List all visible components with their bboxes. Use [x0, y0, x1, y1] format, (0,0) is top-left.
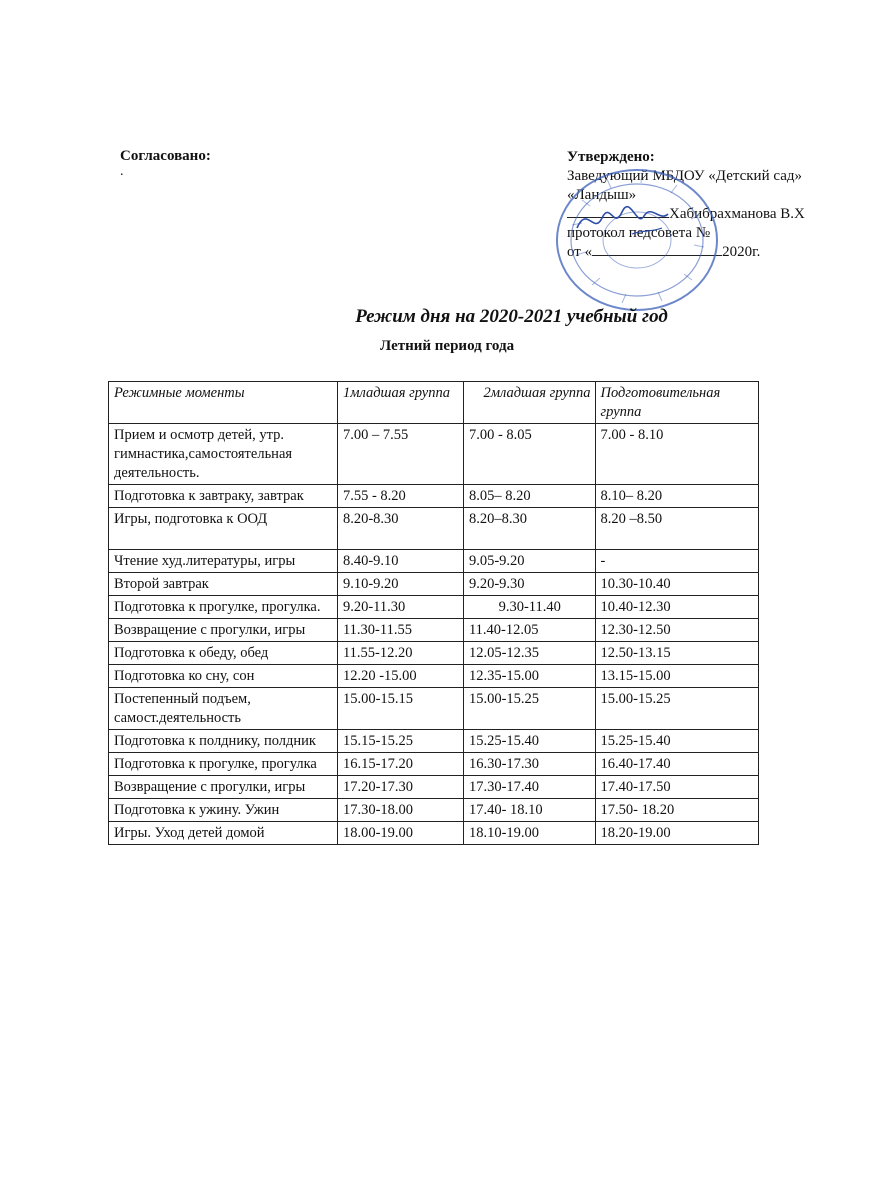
- table-row: [109, 485, 759, 508]
- table-header-row: [109, 382, 759, 424]
- table-row: [109, 753, 759, 776]
- page-title: Режим дня на 2020-2021 учебный год: [355, 306, 668, 327]
- row-time-group-prep: 18.20-19.00: [595, 822, 758, 845]
- row-time-group-2: 12.35-15.00: [463, 665, 595, 688]
- row-activity: Подготовка к завтраку, завтрак: [109, 485, 338, 508]
- row-time-group-2: 8.20–8.30: [463, 508, 595, 550]
- row-activity: Подготовка к прогулке, прогулка.: [109, 596, 338, 619]
- row-time-group-1: 18.00-19.00: [337, 822, 463, 845]
- schedule-table: [108, 381, 759, 845]
- row-time-group-1: 17.30-18.00: [337, 799, 463, 822]
- row-time-group-1: 9.20-11.30: [337, 596, 463, 619]
- row-time-group-1: 9.10-9.20: [337, 573, 463, 596]
- head-name: Хабибрахманова В.Х: [669, 206, 805, 222]
- row-time-group-prep: 8.10– 8.20: [595, 485, 758, 508]
- row-time-group-1: 11.55-12.20: [337, 642, 463, 665]
- table-row: [109, 642, 759, 665]
- confirmed-title: Утверждено:: [567, 149, 655, 165]
- row-time-group-2: 12.05-12.35: [463, 642, 595, 665]
- kindergarten-name: «Ландыш»: [567, 187, 637, 203]
- header-moments: Режимные моменты: [109, 382, 338, 424]
- row-time-group-1: 7.00 – 7.55: [337, 424, 463, 485]
- table-row: [109, 573, 759, 596]
- row-time-group-1: 7.55 - 8.20: [337, 485, 463, 508]
- table-row: [109, 665, 759, 688]
- row-activity: Подготовка к ужину. Ужин: [109, 799, 338, 822]
- row-activity: Второй завтрак: [109, 573, 338, 596]
- row-time-group-2: 18.10-19.00: [463, 822, 595, 845]
- row-activity: Чтение худ.литературы, игры: [109, 550, 338, 573]
- row-time-group-1: 15.00-15.15: [337, 688, 463, 730]
- row-time-group-2: 7.00 - 8.05: [463, 424, 595, 485]
- row-activity: Возвращение с прогулки, игры: [109, 619, 338, 642]
- date-prefix: от «: [567, 244, 593, 260]
- row-time-group-1: 15.15-15.25: [337, 730, 463, 753]
- signature-icon: [572, 200, 672, 240]
- page-subtitle: Летний период года: [380, 338, 515, 354]
- table-row: [109, 688, 759, 730]
- row-activity: Подготовка к прогулке, прогулка: [109, 753, 338, 776]
- row-time-group-prep: 8.20 –8.50: [595, 508, 758, 550]
- row-activity: Прием и осмотр детей, утр. гимнастика,самостоятельная деятельность.: [109, 424, 338, 485]
- table-row: [109, 776, 759, 799]
- row-time-group-2: 15.00-15.25: [463, 688, 595, 730]
- date-year: 2020г.: [722, 244, 761, 260]
- row-time-group-prep: 10.30-10.40: [595, 573, 758, 596]
- table-row: [109, 822, 759, 845]
- row-time-group-prep: 15.00-15.25: [595, 688, 758, 730]
- row-time-group-prep: 12.30-12.50: [595, 619, 758, 642]
- row-time-group-1: 11.30-11.55: [337, 619, 463, 642]
- row-time-group-1: 17.20-17.30: [337, 776, 463, 799]
- row-time-group-prep: 15.25-15.40: [595, 730, 758, 753]
- table-row: [109, 508, 759, 550]
- approved-title: Согласовано:: [120, 148, 211, 164]
- row-time-group-2: 15.25-15.40: [463, 730, 595, 753]
- row-time-group-prep: 13.15-15.00: [595, 665, 758, 688]
- row-time-group-2: 9.30-11.40: [463, 596, 595, 619]
- head-position: Заведующий МБДОУ «Детский сад»: [567, 168, 802, 184]
- row-activity: Подготовка к полднику, полдник: [109, 730, 338, 753]
- approved-dot: .: [120, 164, 124, 179]
- table-row: [109, 730, 759, 753]
- row-time-group-1: 16.15-17.20: [337, 753, 463, 776]
- row-activity: Подготовка к обеду, обед: [109, 642, 338, 665]
- row-time-group-2: 11.40-12.05: [463, 619, 595, 642]
- row-time-group-prep: 16.40-17.40: [595, 753, 758, 776]
- row-time-group-prep: 17.50- 18.20: [595, 799, 758, 822]
- protocol-line: протокол педсовета №: [567, 225, 711, 241]
- table-row: [109, 596, 759, 619]
- row-time-group-prep: 10.40-12.30: [595, 596, 758, 619]
- table-row: [109, 619, 759, 642]
- row-activity: Постепенный подъем, самост.деятельность: [109, 688, 338, 730]
- row-activity: Игры, подготовка к ООД: [109, 508, 338, 550]
- official-stamp-icon: [552, 165, 722, 315]
- header-group-1: 1младшая группа: [337, 382, 463, 424]
- row-time-group-2: 16.30-17.30: [463, 753, 595, 776]
- row-time-group-2: 17.40- 18.10: [463, 799, 595, 822]
- header-group-prep: Подготовительная группа: [595, 382, 758, 424]
- row-time-group-prep: 17.40-17.50: [595, 776, 758, 799]
- row-time-group-2: 8.05– 8.20: [463, 485, 595, 508]
- row-time-group-1: 12.20 -15.00: [337, 665, 463, 688]
- row-time-group-prep: 12.50-13.15: [595, 642, 758, 665]
- row-time-group-1: 8.20-8.30: [337, 508, 463, 550]
- row-time-group-2: 17.30-17.40: [463, 776, 595, 799]
- approved-block: [120, 148, 211, 179]
- row-time-group-prep: 7.00 - 8.10: [595, 424, 758, 485]
- table-row: [109, 424, 759, 485]
- table-row: [109, 799, 759, 822]
- row-activity: Подготовка ко сну, сон: [109, 665, 338, 688]
- row-time-group-2: 9.05-9.20: [463, 550, 595, 573]
- table-row: [109, 550, 759, 573]
- row-time-group-2: 9.20-9.30: [463, 573, 595, 596]
- row-time-group-1: 8.40-9.10: [337, 550, 463, 573]
- row-activity: Игры. Уход детей домой: [109, 822, 338, 845]
- row-time-group-prep: -: [595, 550, 758, 573]
- row-activity: Возвращение с прогулки, игры: [109, 776, 338, 799]
- header-group-2: 2младшая группа: [463, 382, 595, 424]
